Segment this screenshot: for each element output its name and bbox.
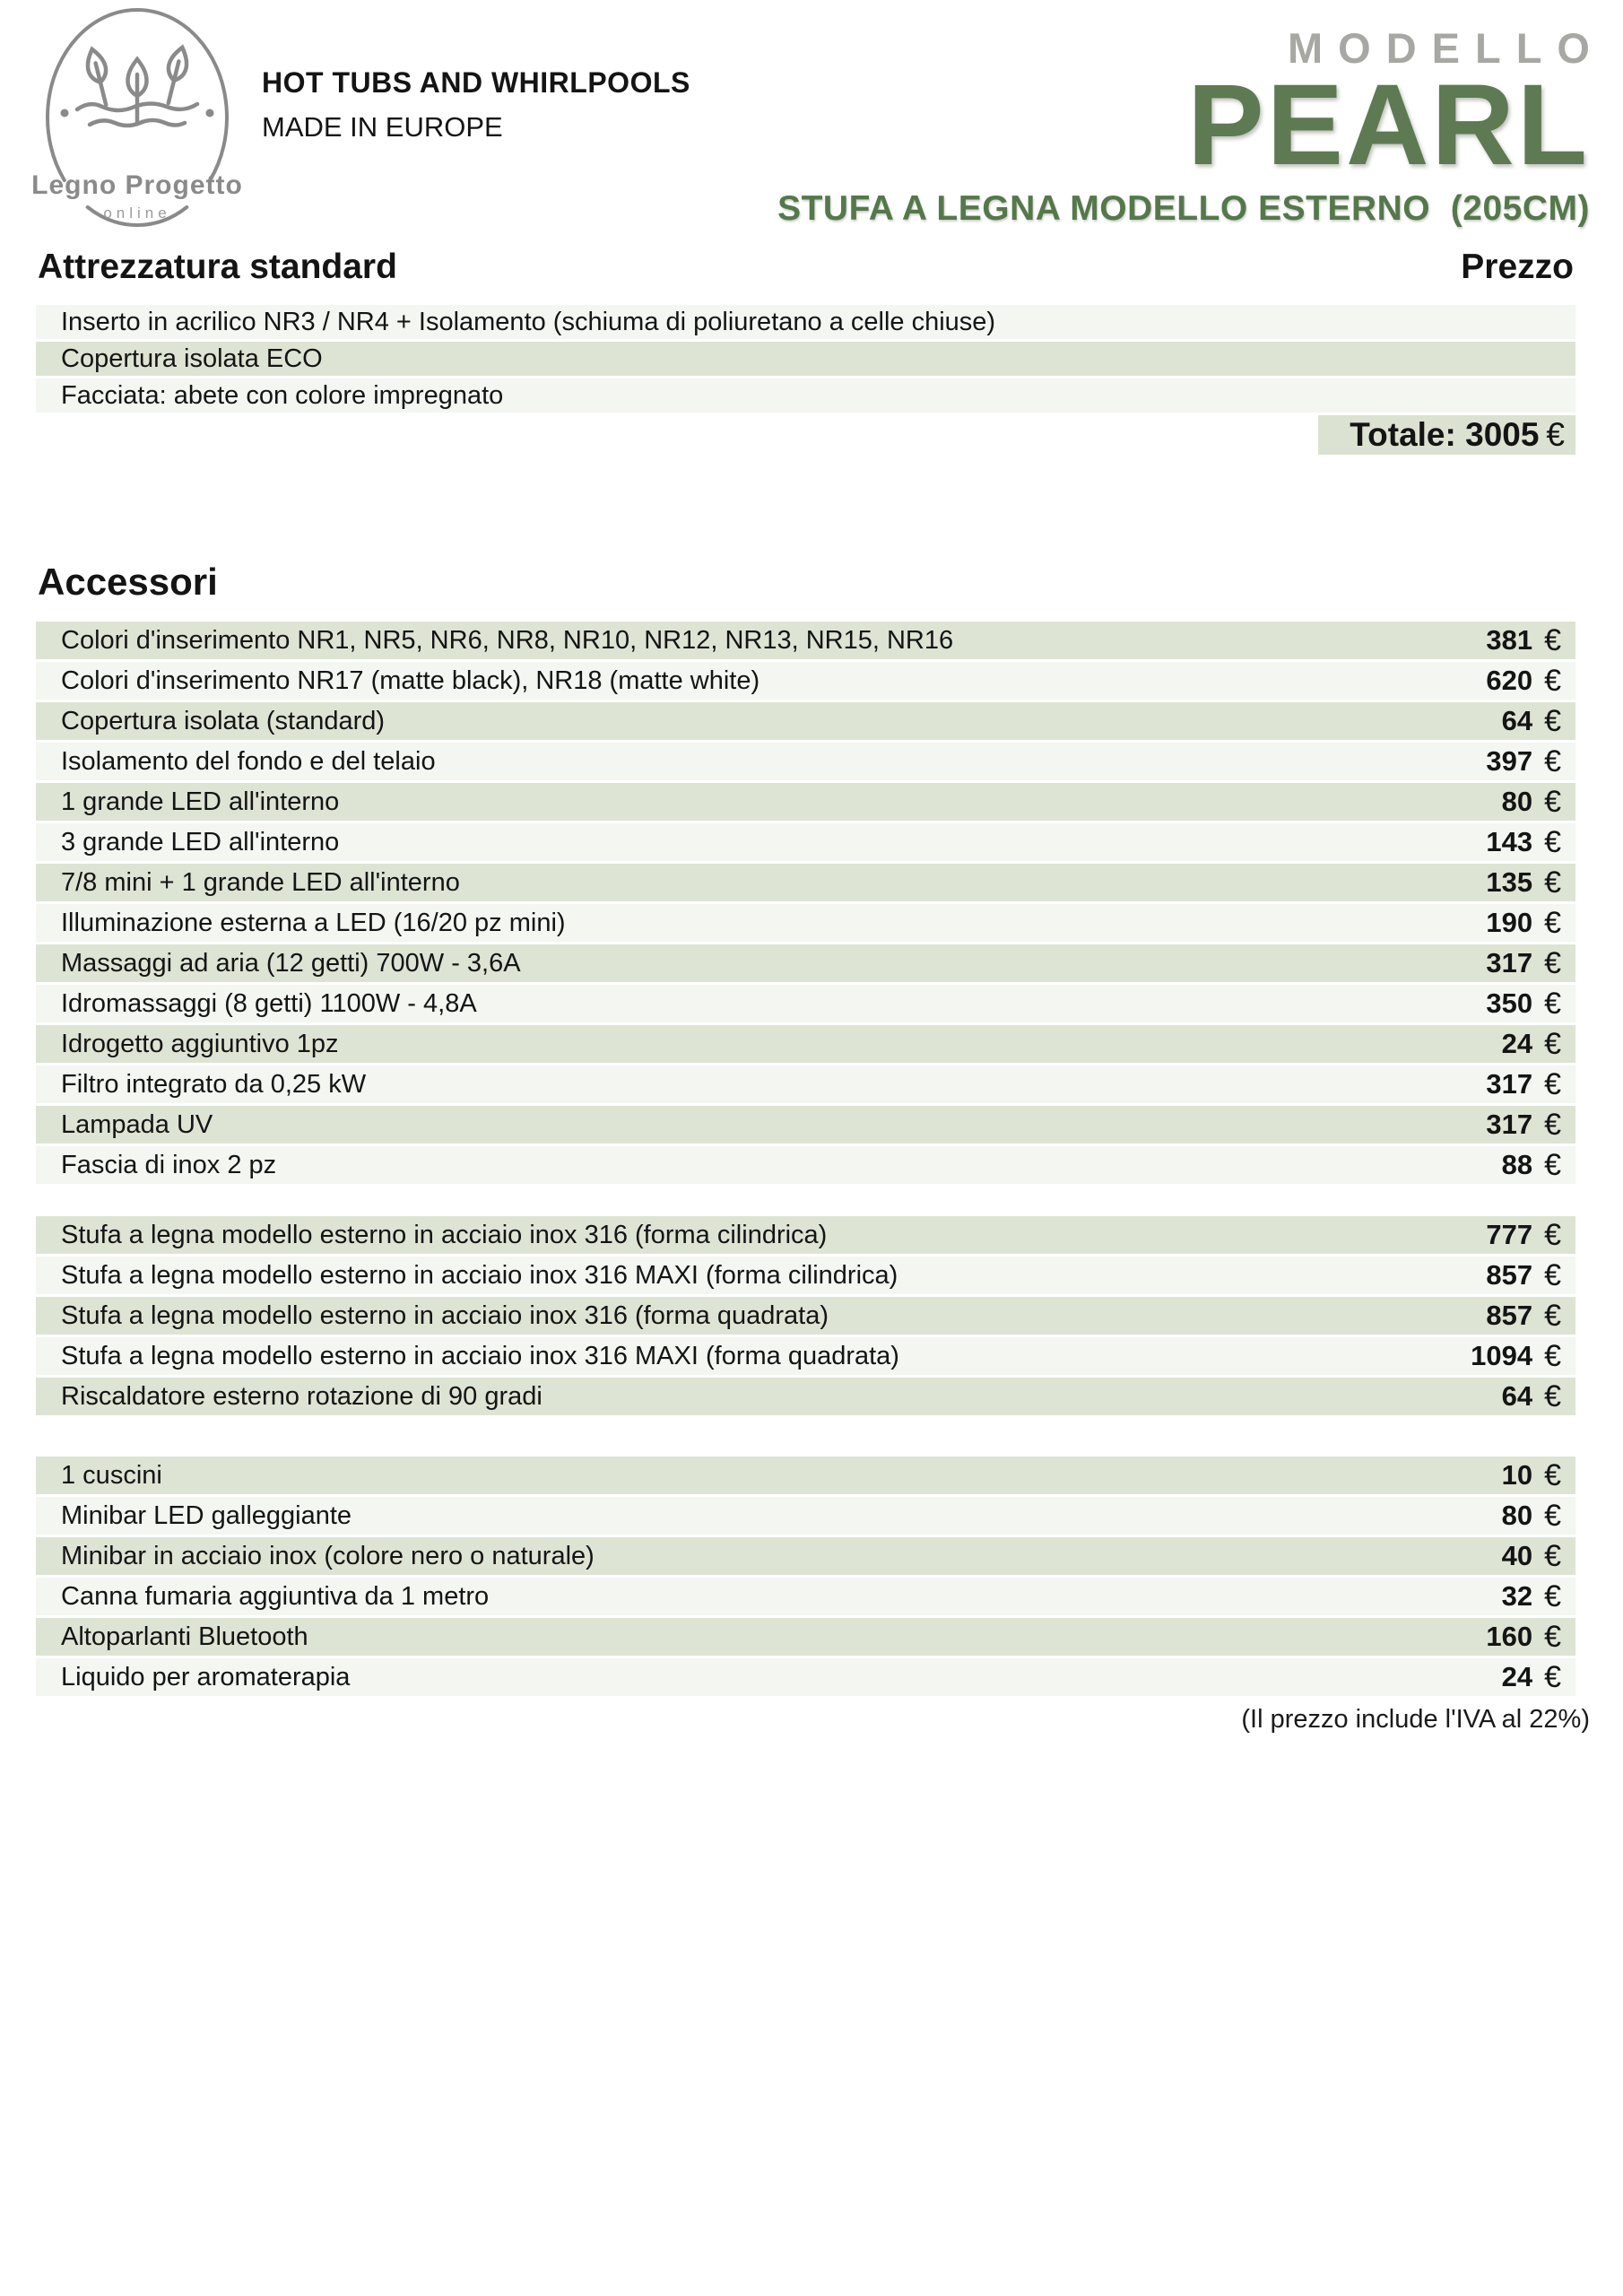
accessory-row bbox=[36, 743, 1575, 780]
accessory-row bbox=[36, 702, 1575, 740]
accessory-label: Isolamento del fondo e del telaio bbox=[61, 746, 436, 776]
accessory-price bbox=[1502, 1027, 1575, 1062]
accessory-price bbox=[1502, 1660, 1575, 1695]
price-column-header: Prezzo bbox=[1461, 248, 1574, 286]
accessory-label: Stufa a legna modello esterno in acciaio inox 316 (forma quadrata) bbox=[61, 1300, 829, 1330]
euro-sign: € bbox=[1544, 1026, 1561, 1061]
vat-footnote: (Il prezzo include l'IVA al 22%) bbox=[1241, 1705, 1590, 1734]
accessory-row bbox=[36, 1497, 1575, 1535]
accessories-group-3 bbox=[36, 1457, 1575, 1696]
accessory-label: Copertura isolata (standard) bbox=[61, 706, 386, 735]
standard-row bbox=[36, 378, 1575, 413]
accessory-label: 7/8 mini + 1 grande LED all'interno bbox=[61, 867, 460, 897]
model-subtitle: STUFA A LEGNA MODELLO ESTERNO (205CM) bbox=[777, 188, 1590, 228]
accessory-row bbox=[36, 1025, 1575, 1063]
accessory-row bbox=[36, 904, 1575, 942]
accessory-label: Idromassaggi (8 getti) 1100W - 4,8A bbox=[61, 988, 477, 1018]
accessory-price bbox=[1502, 1539, 1575, 1574]
accessory-row bbox=[36, 1337, 1575, 1375]
accessory-label: Massaggi ad aria (12 getti) 700W - 3,6A bbox=[61, 948, 521, 978]
accessory-price bbox=[1486, 1108, 1575, 1143]
price-value: 40 bbox=[1501, 1540, 1533, 1571]
total-label: Totale: 3005 bbox=[1350, 416, 1540, 453]
accessory-row bbox=[36, 1146, 1575, 1184]
euro-sign: € bbox=[1544, 1498, 1561, 1533]
accessory-label: 1 grande LED all'interno bbox=[61, 787, 340, 816]
accessory-price bbox=[1486, 987, 1575, 1022]
standard-row bbox=[36, 305, 1575, 339]
accessory-row bbox=[36, 1297, 1575, 1335]
accessory-row bbox=[36, 783, 1575, 821]
accessory-label: Idrogetto aggiuntivo 1pz bbox=[61, 1029, 339, 1058]
price-value: 24 bbox=[1501, 1028, 1533, 1059]
euro-sign: € bbox=[1544, 663, 1561, 698]
accessory-label: 3 grande LED all'interno bbox=[61, 827, 340, 857]
euro-sign: € bbox=[1544, 986, 1561, 1021]
euro-sign: € bbox=[1544, 1538, 1561, 1573]
accessory-row bbox=[36, 1457, 1575, 1494]
accessory-row bbox=[36, 985, 1575, 1022]
accessory-label: Altoparlanti Bluetooth bbox=[61, 1622, 308, 1651]
price-value: 10 bbox=[1501, 1459, 1533, 1491]
euro-sign: € bbox=[1544, 1217, 1561, 1252]
accessory-price bbox=[1486, 1620, 1575, 1655]
accessory-row bbox=[36, 622, 1575, 659]
euro-sign: € bbox=[1544, 1257, 1561, 1292]
accessory-price bbox=[1486, 623, 1575, 658]
euro-sign: € bbox=[1544, 1066, 1561, 1101]
price-value: 317 bbox=[1486, 1109, 1533, 1140]
accessory-price bbox=[1486, 825, 1575, 860]
company-logo bbox=[25, 5, 249, 239]
standard-rows bbox=[36, 305, 1575, 413]
accessory-price bbox=[1486, 1218, 1575, 1253]
accessory-label: Colori d'inserimento NR1, NR5, NR6, NR8, NR10, NR12, NR13, NR15, NR16 bbox=[61, 625, 954, 655]
price-value: 24 bbox=[1501, 1661, 1533, 1692]
price-value: 64 bbox=[1501, 1380, 1533, 1412]
euro-sign: € bbox=[1544, 945, 1561, 980]
accessory-price bbox=[1502, 785, 1575, 820]
accessory-row bbox=[36, 823, 1575, 861]
accessory-row bbox=[36, 1537, 1575, 1575]
model-name: PEARL bbox=[1187, 61, 1590, 189]
accessory-label: Filtro integrato da 0,25 kW bbox=[61, 1069, 367, 1099]
accessory-row bbox=[36, 944, 1575, 982]
price-value: 160 bbox=[1486, 1621, 1533, 1652]
accessories-group-2 bbox=[36, 1216, 1575, 1415]
price-value: 135 bbox=[1486, 866, 1533, 898]
accessory-row bbox=[36, 1257, 1575, 1294]
accessory-price bbox=[1502, 1148, 1575, 1183]
price-value: 397 bbox=[1486, 745, 1533, 777]
accessory-label: Illuminazione esterna a LED (16/20 pz mini) bbox=[61, 908, 566, 937]
brand-subtitle: MADE IN EUROPE bbox=[262, 111, 503, 143]
euro-sign: € bbox=[1544, 1619, 1561, 1654]
page-header bbox=[0, 0, 1623, 244]
accessory-price bbox=[1502, 1458, 1575, 1493]
logo-text: Legno Progetto bbox=[31, 170, 243, 200]
price-value: 32 bbox=[1501, 1580, 1533, 1612]
price-value: 143 bbox=[1486, 826, 1533, 857]
accessory-row bbox=[36, 1065, 1575, 1103]
accessory-price bbox=[1486, 1258, 1575, 1293]
accessory-label: Minibar LED galleggiante bbox=[61, 1500, 352, 1530]
price-value: 620 bbox=[1486, 665, 1533, 696]
accessory-label: Liquido per aromaterapia bbox=[61, 1662, 351, 1692]
standard-row-label: Copertura isolata ECO bbox=[61, 344, 323, 373]
price-value: 317 bbox=[1486, 947, 1533, 978]
brand-title: HOT TUBS AND WHIRLPOOLS bbox=[262, 66, 690, 99]
accessory-price bbox=[1486, 906, 1575, 941]
price-value: 857 bbox=[1486, 1300, 1533, 1331]
accessory-row bbox=[36, 1658, 1575, 1696]
accessory-label: Fascia di inox 2 pz bbox=[61, 1150, 277, 1179]
euro-sign: € bbox=[1544, 905, 1561, 940]
trees-icon bbox=[77, 46, 197, 126]
standard-title: Attrezzatura standard bbox=[38, 248, 397, 286]
standard-row bbox=[36, 342, 1575, 376]
accessory-row bbox=[36, 1106, 1575, 1144]
accessory-label: Colori d'inserimento NR17 (matte black), NR18 (matte white) bbox=[61, 665, 760, 695]
price-value: 190 bbox=[1486, 907, 1533, 938]
price-value: 80 bbox=[1501, 1500, 1533, 1531]
accessory-price bbox=[1486, 946, 1575, 981]
accessory-label: Minibar in acciaio inox (colore nero o naturale) bbox=[61, 1541, 595, 1570]
accessories-title: Accessori bbox=[38, 561, 218, 603]
price-value: 80 bbox=[1501, 786, 1533, 817]
logo-dot-left bbox=[61, 109, 69, 117]
accessory-price bbox=[1486, 1067, 1575, 1102]
accessory-price bbox=[1502, 1579, 1575, 1614]
euro-sign: € bbox=[1544, 1338, 1561, 1373]
price-value: 381 bbox=[1486, 624, 1533, 656]
standard-row-label: Inserto in acrilico NR3 / NR4 + Isolamento (schiuma di poliuretano a celle chiuse) bbox=[61, 307, 996, 336]
accessory-row bbox=[36, 1618, 1575, 1656]
accessory-row bbox=[36, 864, 1575, 901]
brand-block bbox=[262, 66, 690, 144]
euro-sign: € bbox=[1544, 865, 1561, 900]
accessory-label: Canna fumaria aggiuntiva da 1 metro bbox=[61, 1581, 490, 1611]
euro-sign: € bbox=[1544, 1298, 1561, 1333]
accessory-price bbox=[1486, 744, 1575, 779]
price-value: 857 bbox=[1486, 1259, 1533, 1291]
price-value: 777 bbox=[1486, 1219, 1533, 1250]
accessory-price bbox=[1486, 865, 1575, 900]
accessory-price bbox=[1502, 1379, 1575, 1414]
accessory-label: Stufa a legna modello esterno in acciaio inox 316 (forma cilindrica) bbox=[61, 1220, 828, 1249]
accessories-section-head bbox=[0, 561, 1623, 604]
euro-sign: € bbox=[1544, 824, 1561, 859]
price-value: 317 bbox=[1486, 1068, 1533, 1100]
total-bar bbox=[1318, 415, 1575, 455]
accessory-label: 1 cuscini bbox=[61, 1460, 162, 1490]
model-block bbox=[777, 23, 1605, 229]
euro-sign: € bbox=[1544, 1378, 1561, 1413]
accessory-price bbox=[1502, 1499, 1575, 1534]
euro-sign: € bbox=[1544, 744, 1561, 778]
price-value: 1094 bbox=[1471, 1340, 1533, 1371]
logo-subtext: online bbox=[103, 204, 171, 222]
accessory-row bbox=[36, 1216, 1575, 1254]
accessory-label: Stufa a legna modello esterno in acciaio inox 316 MAXI (forma cilindrica) bbox=[61, 1260, 898, 1290]
standard-section-head bbox=[0, 248, 1623, 287]
euro-sign: € bbox=[1544, 1659, 1561, 1694]
price-value: 350 bbox=[1486, 987, 1533, 1019]
accessory-price bbox=[1502, 704, 1575, 739]
euro-sign: € bbox=[1544, 703, 1561, 738]
accessory-row bbox=[36, 1578, 1575, 1615]
euro-sign: € bbox=[1544, 622, 1561, 657]
price-value: 64 bbox=[1501, 705, 1533, 736]
euro-sign: € bbox=[1544, 1107, 1561, 1142]
accessory-label: Riscaldatore esterno rotazione di 90 gradi bbox=[61, 1381, 542, 1411]
logo-dot-right bbox=[206, 109, 214, 117]
accessory-row bbox=[36, 1378, 1575, 1415]
price-value: 88 bbox=[1501, 1149, 1533, 1180]
accessories-group-1 bbox=[36, 622, 1575, 1184]
euro-sign: € bbox=[1544, 1457, 1561, 1492]
model-label: MODELLO bbox=[1288, 24, 1605, 72]
accessory-row bbox=[36, 662, 1575, 700]
accessory-label: Lampada UV bbox=[61, 1109, 213, 1139]
euro-sign: € bbox=[1544, 1578, 1561, 1613]
accessory-label: Stufa a legna modello esterno in acciaio inox 316 MAXI (forma quadrata) bbox=[61, 1341, 899, 1370]
accessory-price bbox=[1471, 1339, 1575, 1374]
euro-sign: € bbox=[1544, 1147, 1561, 1182]
euro-sign: € bbox=[1544, 784, 1561, 819]
standard-row-label: Facciata: abete con colore impregnato bbox=[61, 380, 504, 410]
accessory-price bbox=[1486, 664, 1575, 699]
accessory-price bbox=[1486, 1299, 1575, 1334]
euro-sign: € bbox=[1546, 416, 1565, 453]
